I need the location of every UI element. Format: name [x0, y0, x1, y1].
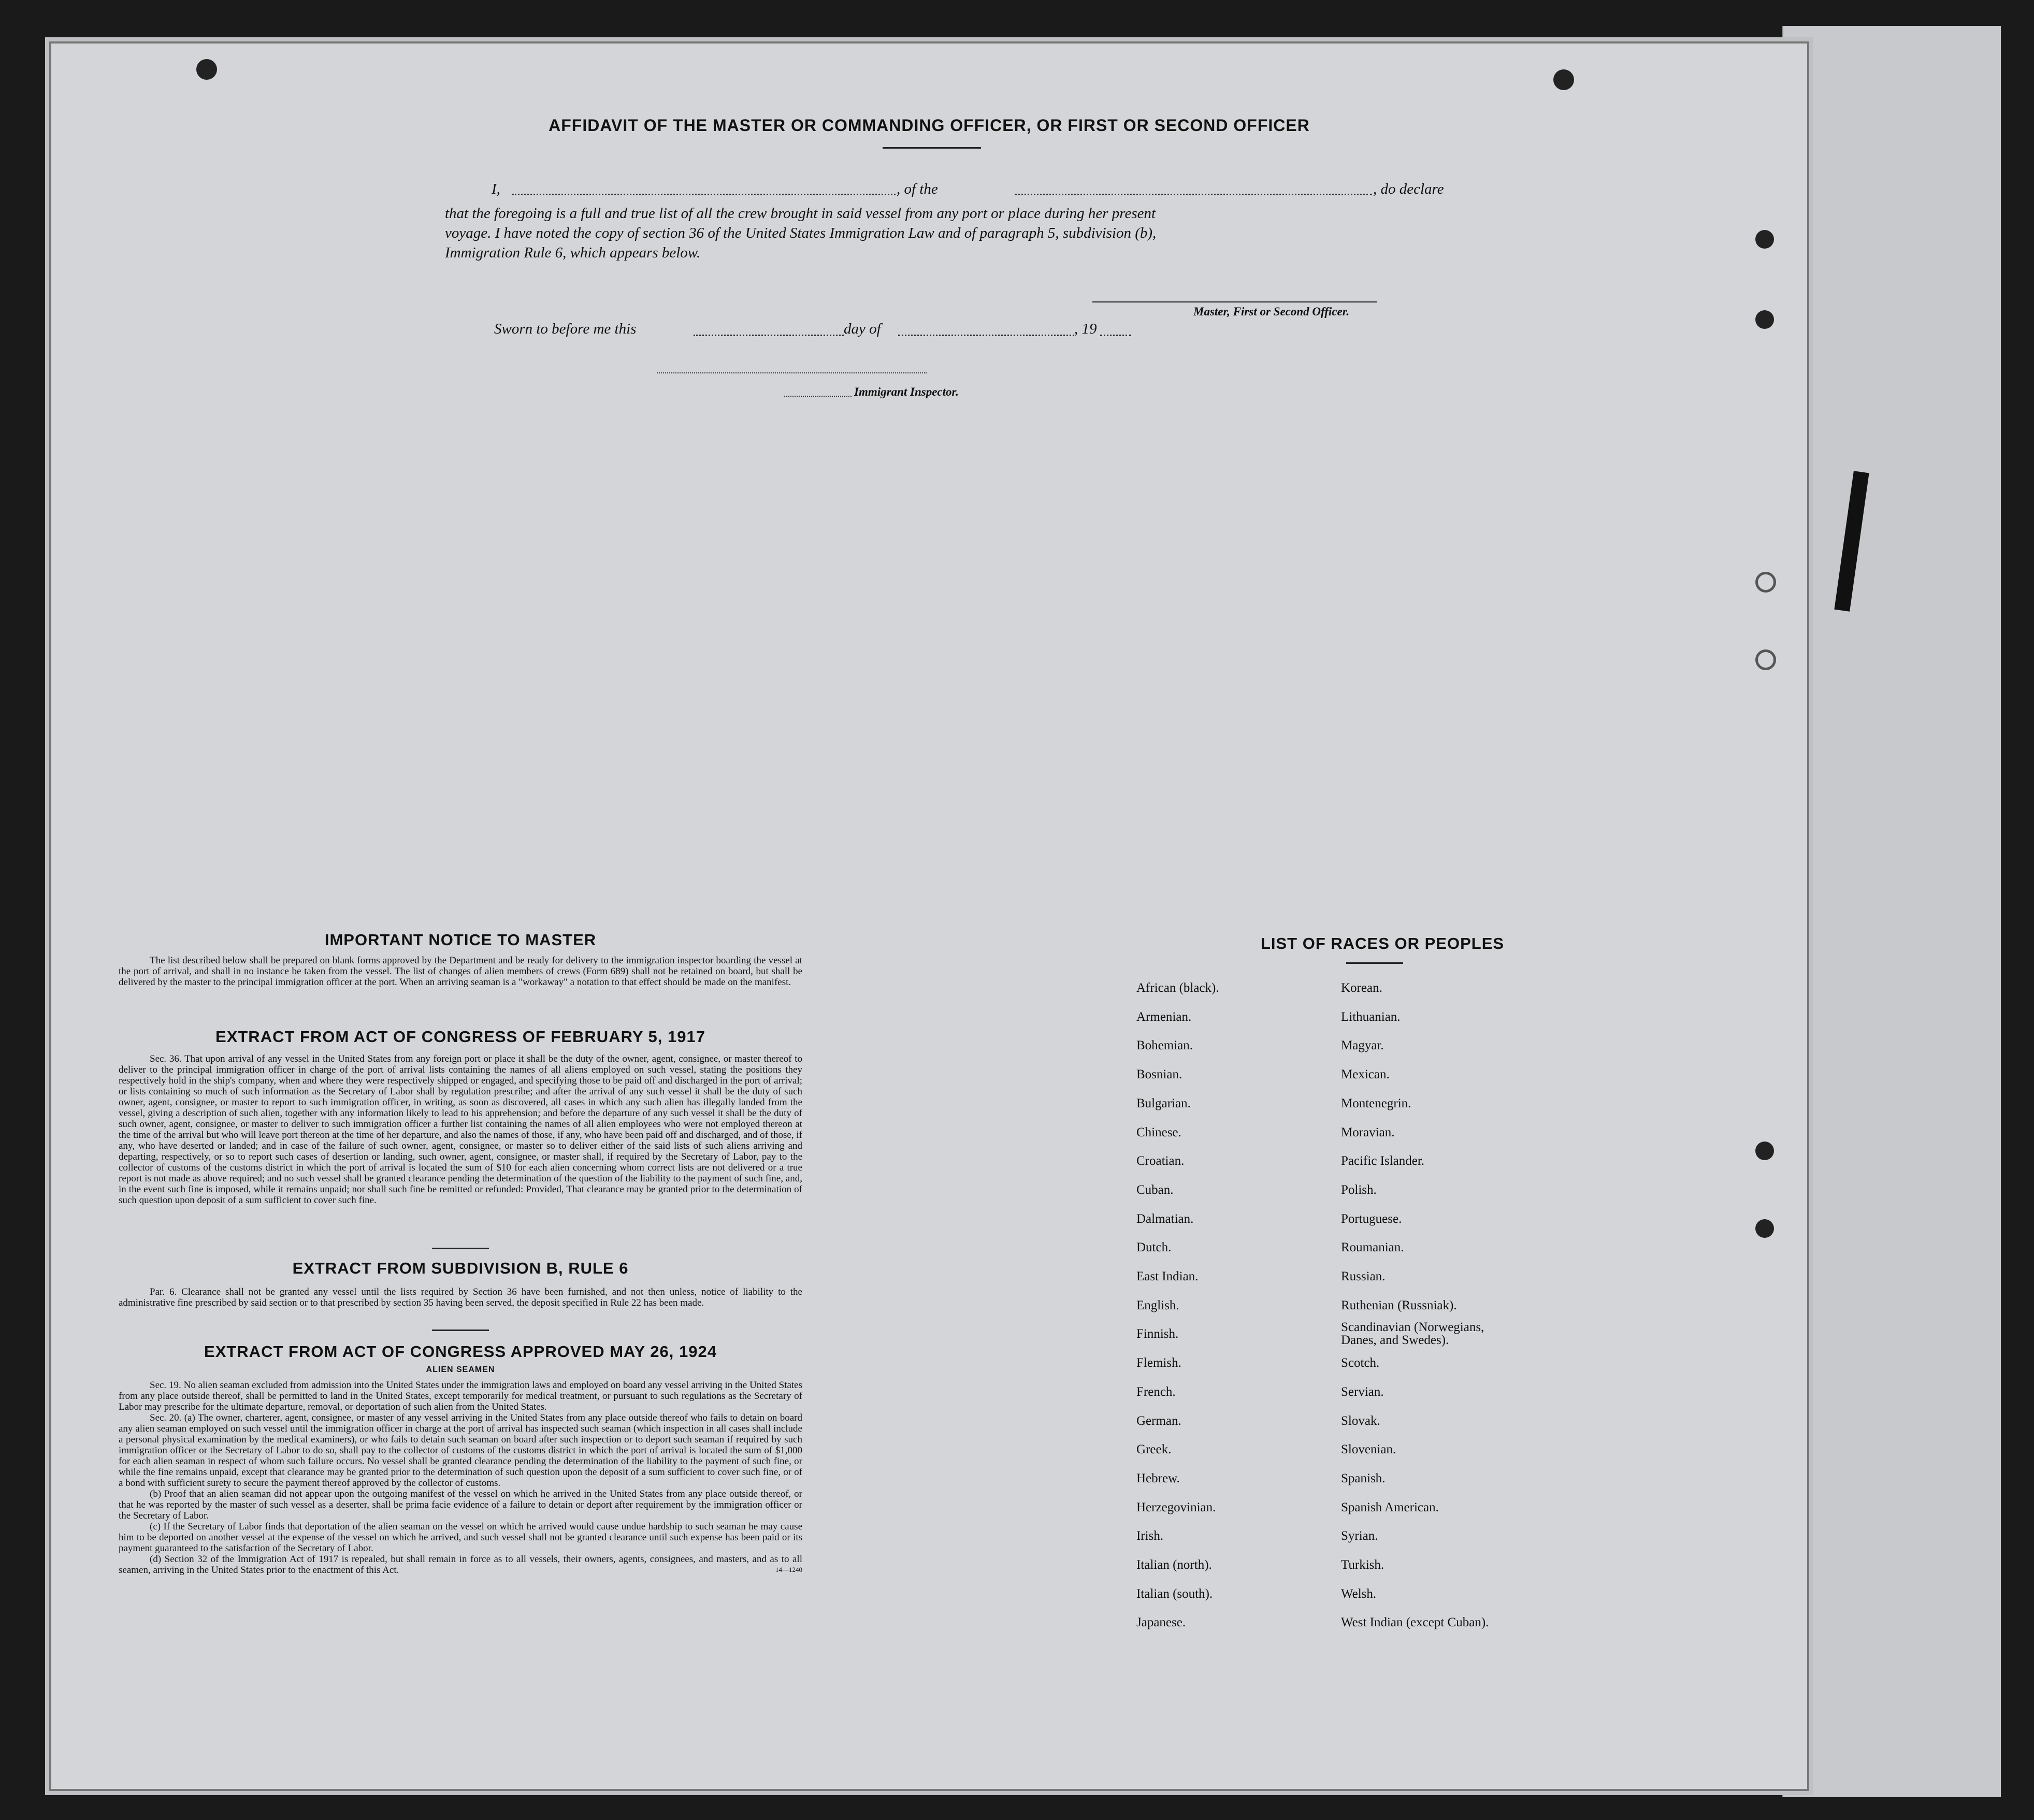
race-item: Slovak.	[1341, 1413, 1380, 1428]
section-rule	[432, 1248, 489, 1249]
race-item: Mexican.	[1341, 1067, 1390, 1082]
race-item: Spanish American.	[1341, 1500, 1439, 1514]
extract-1924-body	[119, 1380, 802, 1576]
inspector-signature-line	[657, 372, 927, 373]
race-item: Hebrew.	[1136, 1471, 1180, 1485]
race-item: Pacific Islander.	[1341, 1154, 1425, 1168]
inspector-label: Immigrant Inspector.	[854, 385, 959, 398]
affidavit-title: AFFIDAVIT OF THE MASTER OR COMMANDING OFFICER, OR FIRST OR SECOND OFFICER	[549, 116, 1310, 135]
extract-1924-subtitle: ALIEN SEAMEN	[426, 1365, 495, 1374]
races-rule	[1346, 962, 1403, 964]
name-line	[512, 194, 896, 195]
race-item: Montenegrin.	[1341, 1096, 1411, 1110]
sec-20b: (b) Proof that an alien seaman did not appear upon the outgoing manifest of the vessel on which he arrived in the United States from any place outside thereof, or that he was reported by the master of such vessel as a deserter, shall be prima facie evidence of a failure to detain or deport after requirement by the immigration officer or the Secretary of Labor.	[119, 1489, 802, 1521]
section-rule	[432, 1330, 489, 1331]
race-item: Korean.	[1341, 981, 1382, 995]
race-item: Scandinavian (Norwegians, Danes, and Swedes).	[1341, 1320, 1484, 1348]
binding-hole	[196, 59, 217, 80]
race-item: Turkish.	[1341, 1558, 1384, 1572]
sec-19: Sec. 19. No alien seaman excluded from admission into the United States under the immigration laws and employed on board any vessel arriving in the United States from any place outside thereof, shall be permitted to land in the United States, except temporarily for medical treatment, or pursuant to such regulations as the Secretary of Labor may prescribe for the ultimate departure, removal, or deportation of such alien from the United States.	[119, 1380, 802, 1412]
race-item: Greek.	[1136, 1442, 1172, 1457]
extract-1917-body: Sec. 36. That upon arrival of any vessel in the United States from any foreign port or place it shall be the duty of the owner, agent, consignee, or master thereof to deliver to the principal immigration officer in charge of the port of arrival lists containing the names of all aliens employed on such vessel, stating the positions they respectively hold in the ship's company, when and where they were respectively shipped or engaged, and specifying those to be paid off and discharged in the port of arrival; or lists containing so much of such information as the Secretary of Labor shall by regulation prescribe; and after the arrival of any such vessel it shall be the duty of such owner, agent, consignee, or master to report to such immigration officer, in writing, as soon as discovered, all cases in which any such alien has illegally landed from the vessel, giving a description of such alien, together with any information likely to lead to his apprehension; and before the departure of any such vessel it shall be the duty of such owner, agent, consignee, or master to deliver to such immigration officer a further list containing the names of all alien employees who were not employed thereon at the time of the arrival but who will leave port thereon at the time of her departure, and also the names of those, if any, who have been paid off and discharged, and of those, if any, who have deserted or landed; and in case of the failure of such owner, agent, consignee, or master so to deliver either of the said lists of such aliens arriving and departing, respectively, or so to report such cases of desertion or landing, such owner, agent, consignee, or master shall, if required by the Secretary of Labor, pay to the collector of customs of the customs district in which the port of arrival is located the sum of $10 for each alien concerning whom correct lists are not delivered or a true report is not made as above required; and no such vessel shall be granted clearance pending the determination of the question of the liability to the payment of such fine, and, in the event such fine is imposed, while it remains unpaid; nor shall such fine be remitted or refunded: Provided, That clearance may be granted prior to the determination of such question upon deposit of a sum sufficient to cover such fine.	[119, 1053, 802, 1206]
affidavit-of-the: , of the	[897, 181, 938, 197]
race-item: African (black).	[1136, 981, 1219, 995]
sec-20a: Sec. 20. (a) The owner, charterer, agent, consignee, or master of any vessel arriving in the United States from any place outside thereof who fails to detain on board any alien seaman employed on such vessel until the immigration officer in charge at the port of arrival has inspected such seaman (which inspection in all cases shall include a personal physical examination by the medical examiners), or who fails to detain such seaman on board after such inspection or to deport such seaman if required by such immigration officer or the Secretary of Labor to do so, shall pay to the collector of customs of the customs district in which the port of arrival is located the sum of $1,000 for each alien seaman in respect of whom such failure occurs. No vessel shall be granted clearance pending the determination of the liability to the payment of such fine, or while the fine remains unpaid, except that clearance may be granted prior to the determination of such question upon the deposit of a sum sufficient to cover such fine, or of a bond with sufficient surety to secure the payment thereof approved by the collector of customs.	[119, 1412, 802, 1489]
master-signature-line	[1092, 301, 1377, 302]
race-item: Armenian.	[1136, 1009, 1192, 1024]
race-item: Bosnian.	[1136, 1067, 1182, 1082]
binding-hole	[1755, 1219, 1774, 1238]
race-item: Dalmatian.	[1136, 1211, 1194, 1226]
race-item: Lithuanian.	[1341, 1009, 1401, 1024]
race-item: Bulgarian.	[1136, 1096, 1191, 1110]
race-item: Spanish.	[1341, 1471, 1386, 1485]
binding-hole	[1755, 1142, 1774, 1160]
sworn-month-line	[898, 335, 1074, 336]
sec-20d: (d) Section 32 of the Immigration Act of 1917 is repealed, but shall remain in force as to all vessels, their owners, agents, consignees, and masters, and as to all seamen, arriving in the United States prior to the enactment of this Act.	[119, 1554, 802, 1576]
race-item: Welsh.	[1341, 1586, 1377, 1601]
race-item: Polish.	[1341, 1182, 1377, 1197]
race-item: Finnish.	[1136, 1327, 1179, 1341]
race-item: Moravian.	[1341, 1125, 1395, 1139]
vessel-line	[1015, 194, 1372, 195]
binding-hole	[1755, 310, 1774, 329]
race-item: French.	[1136, 1384, 1176, 1399]
title-rule	[883, 147, 981, 149]
extract-1924-title: EXTRACT FROM ACT OF CONGRESS APPROVED MAY 26, 1924	[204, 1342, 717, 1361]
form-number: 14—1240	[775, 1566, 802, 1573]
back-sheet	[1782, 26, 2001, 1797]
sworn-label: Sworn to before me this	[494, 321, 637, 337]
declaration-line-2: voyage. I have noted the copy of section 36 of the United States Immigration Law and of paragraph 5, subdivision (b),	[445, 225, 1157, 241]
declaration-line-3: Immigration Rule 6, which appears below.	[445, 244, 701, 261]
affidavit-do-declare: , do declare	[1373, 181, 1444, 197]
race-item: Chinese.	[1136, 1125, 1181, 1139]
race-item: Ruthenian (Russniak).	[1341, 1298, 1457, 1312]
race-item: Bohemian.	[1136, 1038, 1193, 1053]
race-item: Syrian.	[1341, 1529, 1378, 1543]
race-item: Portuguese.	[1341, 1211, 1402, 1226]
extract-rule6-title: EXTRACT FROM SUBDIVISION B, RULE 6	[292, 1259, 629, 1277]
race-item: Scotch.	[1341, 1356, 1380, 1370]
race-item: Japanese.	[1136, 1615, 1186, 1630]
day-of-label: day of	[844, 321, 881, 337]
sworn-day-line	[694, 335, 844, 336]
document-page	[49, 41, 1809, 1791]
race-item: East Indian.	[1136, 1269, 1199, 1283]
races-title: LIST OF RACES OR PEOPLES	[1260, 934, 1505, 952]
race-item: Flemish.	[1136, 1356, 1181, 1370]
notice-body: The list described below shall be prepared on blank forms approved by the Department and be ready for delivery to the immigration inspector boarding the vessel at the port of arrival, and shall in no instance be taken from the vessel. The list of changes of alien members of crews (Form 689) shall not be retained on board, but shall be delivered by the master to the principal immigration officer at the port. When an arriving seaman is a "workaway" a notation to that effect should be made on the manifest.	[119, 955, 802, 988]
race-item: Russian.	[1341, 1269, 1386, 1283]
race-item: Croatian.	[1136, 1154, 1185, 1168]
binding-hole	[1755, 230, 1774, 249]
race-item: Irish.	[1136, 1529, 1164, 1543]
race-item: Servian.	[1341, 1384, 1384, 1399]
binding-hole	[1553, 69, 1574, 90]
master-signature-label: Master, First or Second Officer.	[1193, 305, 1350, 318]
extract-rule6-body: Par. 6. Clearance shall not be granted any vessel until the lists required by Section 36 have been furnished, and not then unless, notice of liability to the administrative fine prescribed by said section or to that prescribed by section 35 having been served, the deposit specified in Rule 22 has been made.	[119, 1287, 802, 1308]
inspector-prefix-line	[784, 396, 852, 397]
race-item: West Indian (except Cuban).	[1341, 1615, 1489, 1630]
race-item: Italian (south).	[1136, 1586, 1213, 1601]
notice-title: IMPORTANT NOTICE TO MASTER	[324, 931, 597, 949]
race-item: Dutch.	[1136, 1240, 1172, 1255]
race-item: Magyar.	[1341, 1038, 1384, 1053]
binding-hole	[1755, 572, 1776, 593]
affidavit-i: I,	[492, 181, 500, 197]
race-item: German.	[1136, 1413, 1181, 1428]
race-item: Roumanian.	[1341, 1240, 1404, 1255]
race-item: Slovenian.	[1341, 1442, 1396, 1457]
race-item: Cuban.	[1136, 1182, 1174, 1197]
race-item: Italian (north).	[1136, 1558, 1212, 1572]
year-label: , 19	[1074, 321, 1097, 337]
sec-20c: (c) If the Secretary of Labor finds that deportation of the alien seaman on the vessel on which he arrived would cause undue hardship to such seaman he may cause him to be deported on another vessel at the expense of the vessel on which he arrived, and such vessel shall not be granted clearance until such expense has been paid or its payment guaranteed to the satisfaction of the Secretary of Labor.	[119, 1521, 802, 1554]
declaration-line-1: that the foregoing is a full and true list of all the crew brought in said vessel from any port or place during her present	[445, 205, 1156, 222]
race-item: English.	[1136, 1298, 1179, 1312]
binding-hole	[1755, 649, 1776, 670]
sworn-year-line	[1100, 335, 1131, 336]
extract-1917-title: EXTRACT FROM ACT OF CONGRESS OF FEBRUARY 5, 1917	[215, 1028, 705, 1046]
race-item: Herzegovinian.	[1136, 1500, 1216, 1514]
